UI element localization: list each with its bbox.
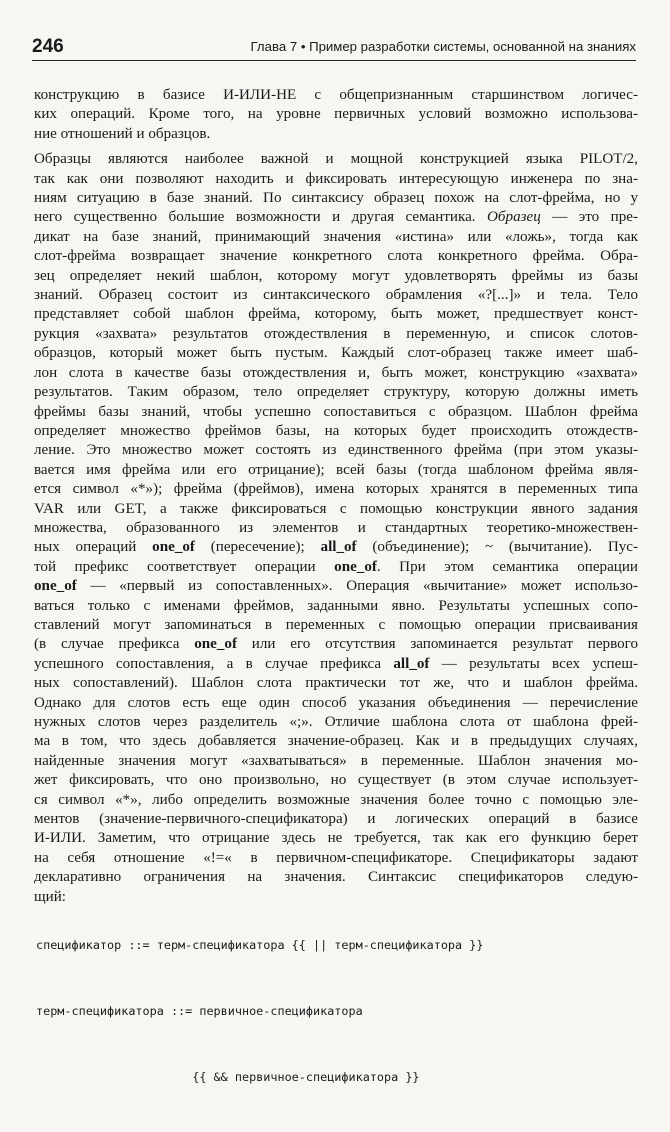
text-line: ние отношений и образцов. xyxy=(34,125,211,142)
text-line: (в случае префикса one_of или его отсутствия запоминается результат первого xyxy=(34,636,639,653)
text-line: И-ИЛИ. Заметим, что отрицание здесь не требуется, так как его функцию берет xyxy=(34,830,638,847)
code-line-2: терм-спецификатора ::= первичное-спецификатора xyxy=(36,1004,363,1018)
text-line: образцов, который может быть пустым. Каждый слот-образец также имеет шаб- xyxy=(34,345,638,362)
text-line: дикат на базе знаний, принимающий значения «истина» или «ложь», тогда как xyxy=(34,228,638,245)
bold-term: one_of xyxy=(334,558,377,575)
text-line: ется символ «*»); фрейма (фреймов), имена которых хранятся в переменных типа xyxy=(34,481,638,498)
text-line: щий: xyxy=(34,888,66,905)
text-line: ваться только с именами фреймов, заданными явно. Результаты успешных сопо- xyxy=(34,597,638,614)
text-line: результатов. Таким образом, тело определяет структуру, которую должны иметь xyxy=(34,384,638,401)
text-line: Образцы являются наиболее важной и мощной конструкцией языка PILOT/2, xyxy=(34,151,638,168)
text-line: ставлений могут запоминаться в переменных с помощью операции присваивания xyxy=(34,616,638,633)
chapter-title: Глава 7 • Пример разработки системы, основанной на знаниях xyxy=(250,39,636,54)
text-line: множества, образованного из элементов и стандартных теоретико-множествен- xyxy=(34,519,638,536)
text-line: ких операций. Кроме того, на уровне первичных условий возможно использова- xyxy=(34,106,638,123)
text-line: конструкцию в базисе И-ИЛИ-НЕ с общепризнанным старшинством логичес- xyxy=(34,87,638,103)
code-line-3: {{ && первичное-спецификатора }} xyxy=(36,1070,420,1084)
text-line: лон слота в качестве базы отождествления и, быть может, конструкцию «захвата» xyxy=(34,364,638,381)
text-line: декларативно ограничения на значения. Синтаксис спецификаторов следую- xyxy=(34,869,638,886)
text-line: ление. Это множество может состоять из единственного фрейма (при этом указы- xyxy=(34,442,638,459)
text-line: слот-фрейма возвращает значение конкретного слота конкретного фрейма. Обра- xyxy=(34,248,638,265)
text-line: вается имя фрейма или его отрицание); всей базы (тогда шаблоном фрейма явля- xyxy=(34,461,638,478)
text-line: ниям ситуацию в базе знаний. По синтаксису образец похож на слот-фрейма, но у xyxy=(34,190,638,207)
bold-term: one_of xyxy=(34,578,77,595)
page-number: 246 xyxy=(32,36,64,57)
text-line: жет фиксировать, что оно произвольно, но существует (в этом случае использует- xyxy=(34,772,638,789)
text-line: фреймы базы знаний, чтобы успешно сопоставиться с образцом. Шаблон фрейма xyxy=(34,403,638,420)
text-line: знаний. Образец состоит из синтаксического обрамления «?[...]» и тела. Тело xyxy=(34,287,638,304)
text-line: на себя отношение «!=« в первичном-спецификаторе. Спецификаторы задают xyxy=(34,849,638,866)
text-line: Однако для слотов есть еще один способ указания объединения — перечисление xyxy=(34,694,638,711)
text-line: успешного сопоставления, а в случае префикса all_of — результаты всех успеш- xyxy=(34,655,638,672)
text-line: ных сопоставлений). Шаблон слота практически тот же, что и шаблон фрейма. xyxy=(34,675,638,692)
text-line: ма в том, что здесь добавляется значение-образец. Как и в предыдущих случаях, xyxy=(34,733,638,750)
running-header xyxy=(32,38,636,61)
text-line: нужных слотов через разделитель «;». Отличие шаблона слота от шаблона фрей- xyxy=(34,714,638,730)
bold-term: all_of xyxy=(393,655,430,672)
text-line: зец определяет некий шаблон, которому могут удовлетворять фреймы из базы xyxy=(34,267,638,284)
text-line: определяет множество фреймов базы, на которых будет происходить отождеств- xyxy=(34,422,638,439)
bold-term: one_of xyxy=(152,539,195,556)
bold-term: one_of xyxy=(194,636,237,653)
text-line: ных операций one_of (пересечение); all_of (объединение); ~ (вычитание). Пус- xyxy=(34,539,638,556)
body-text xyxy=(34,86,638,907)
text-line: VAR или GET, а также фиксироваться с помощью конструкции явного задания xyxy=(34,500,638,517)
text-line: ся символ «*», либо определить возможные значения более точно с помощью эле- xyxy=(34,791,638,808)
text-line: представляет собой шаблон фрейма, которому, быть может, предшествует конст- xyxy=(34,306,638,323)
text-line: той префикс соответствует операции one_of. При этом семантика операции xyxy=(34,558,639,575)
syntax-code-block xyxy=(36,890,483,1132)
text-line: рукция «захвата» результатов отождествления в переменную, и список слотов- xyxy=(34,325,638,342)
bold-term: all_of xyxy=(320,539,357,556)
italic-term: Образец xyxy=(487,209,541,226)
text-line: него существенно большие возможности и другая семантика. Образец — это пре- xyxy=(34,209,638,226)
text-line: one_of — «первый из сопоставленных». Операция «вычитание» может использо- xyxy=(34,578,638,595)
paragraph-1 xyxy=(34,86,638,144)
text-line: найденные значения могут «захватываться» в переменные. Шаблон значения мо- xyxy=(34,752,638,769)
code-line-1: спецификатор ::= терм-спецификатора {{ || терм-спецификатора }} xyxy=(36,938,484,952)
paragraph-2 xyxy=(34,150,638,907)
text-line: так как они позволяют находить и фиксировать интересующую инженера по зна- xyxy=(34,170,638,187)
text-line: ментов (значение-первичного-спецификатора) и логических операций в базисе xyxy=(34,811,638,828)
